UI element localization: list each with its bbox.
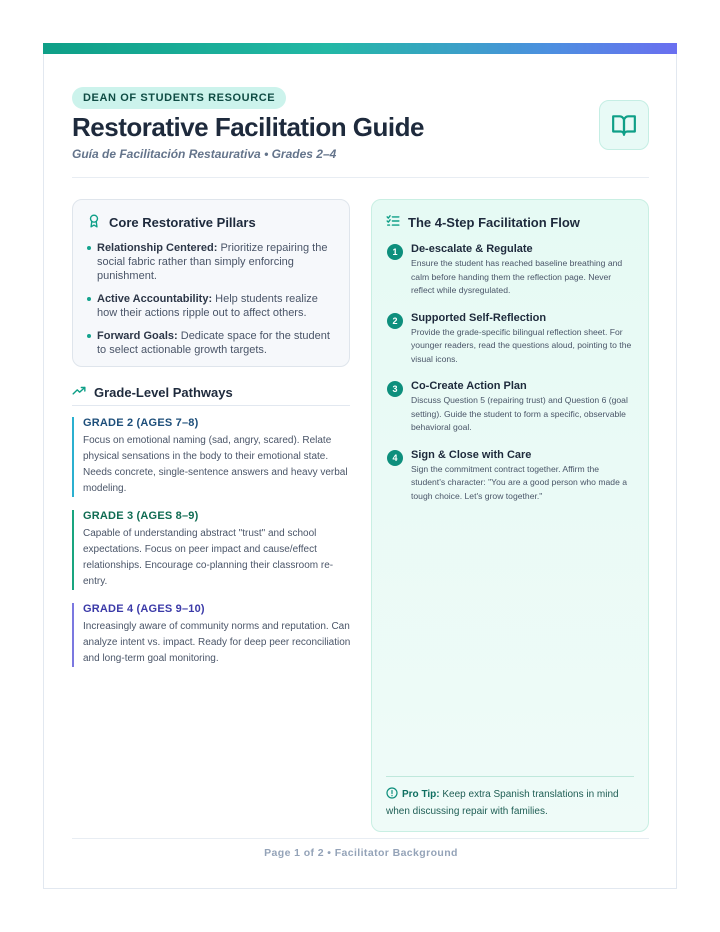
pillar-label: Forward Goals: — [97, 330, 178, 342]
grade-accent-bar — [72, 417, 74, 497]
pillar-text: Dedicate space for the student to select actionable growth targets. — [97, 330, 330, 356]
list-item — [87, 329, 335, 357]
step-title: Supported Self-Reflection — [411, 311, 547, 324]
step-title: Co-Create Action Plan — [411, 380, 527, 392]
list-item — [87, 241, 335, 283]
pathways-divider — [72, 405, 350, 406]
list-item — [87, 292, 335, 320]
pillars-list — [87, 241, 335, 357]
book-open-icon — [599, 100, 649, 150]
header-divider — [72, 177, 649, 178]
grade-text: Capable of understanding abstract "trust" and school expectations. Focus on peer impact and cause/effect relationships. Encourage co-planning their classroom re-entry. — [83, 528, 334, 587]
grade-title: GRADE 2 (AGES 7–8) — [83, 417, 199, 429]
pillar-text: Help students realize how their actions ripple out to affect others. — [97, 293, 318, 319]
step-title: Sign & Close with Care — [411, 448, 532, 461]
step-number: 3 — [387, 381, 403, 397]
step-text: Discuss Question 5 (repairing trust) and Question 6 (goal setting). Guide the student to form a specific, observable behavioral goal. — [411, 395, 628, 432]
pillars-heading — [87, 214, 335, 231]
page-subtitle: Guía de Facilitación Restaurativa • Grades 2–4 — [72, 147, 337, 161]
pillar-text: Prioritize repairing the social fabric rather than simply enforcing punishment. — [97, 242, 328, 282]
step-title: De-escalate & Regulate — [411, 243, 533, 255]
grade-title: GRADE 4 (AGES 9–10) — [83, 603, 205, 615]
pro-tip — [386, 787, 636, 819]
step-text: Sign the commitment contract together. Affirm the student's character: "You are a good person who made a tough choice. Let's grow together." — [411, 463, 628, 501]
pillars-title: Core Restorative Pillars — [109, 215, 256, 230]
grade-text: Increasingly aware of community norms and reputation. Can analyze intent vs. impact. Ready for deep peer reconciliation and long-term goal monitoring. — [83, 621, 351, 664]
flow-step — [386, 243, 634, 298]
step-number: 1 — [387, 244, 403, 260]
page-footer: Page 1 of 2 • Facilitator Background — [264, 847, 458, 859]
grade-text: Focus on emotional naming (sad, angry, scared). Relate physical sensations in the body to their emotional state. Needs concrete, single-sentence answers and heavy verbal modeling. — [83, 435, 348, 494]
flow-step — [386, 380, 634, 435]
step-number: 2 — [387, 313, 403, 329]
flow-step — [386, 312, 634, 367]
grade-3-block — [72, 510, 352, 590]
grade-accent-bar — [72, 603, 74, 667]
page-title: Restorative Facilitation Guide — [72, 112, 424, 142]
pillar-label: Relationship Centered: — [97, 242, 218, 254]
trending-up-icon — [72, 384, 86, 401]
tip-label: Pro Tip: — [402, 789, 440, 800]
step-text: Ensure the student has reached baseline breathing and calm before handing them the reflection page. Never reflect while dysregulated. — [411, 258, 623, 295]
grade-title: GRADE 3 (AGES 8–9) — [83, 510, 199, 522]
info-circle-icon — [386, 787, 398, 804]
grade-2-block — [72, 417, 352, 497]
pathways-title: Grade-Level Pathways — [94, 385, 233, 400]
pillar-label: Active Accountability: — [97, 293, 213, 305]
flow-heading — [386, 214, 634, 231]
flow-step — [386, 449, 634, 504]
award-ribbon-icon — [87, 214, 101, 231]
document-page — [43, 43, 677, 889]
grade-accent-bar — [72, 510, 74, 590]
flow-title: The 4-Step Facilitation Flow — [408, 215, 580, 230]
facilitation-flow-card — [371, 199, 649, 832]
tip-divider — [386, 776, 634, 777]
step-number: 4 — [387, 450, 403, 466]
pathways-heading — [72, 384, 233, 401]
accent-bar — [43, 43, 677, 54]
tip-text: Keep extra Spanish translations in mind when discussing repair with families. — [386, 789, 619, 817]
pillars-card — [72, 199, 350, 367]
checklist-icon — [386, 214, 400, 231]
resource-badge: DEAN OF STUDENTS RESOURCE — [72, 87, 286, 109]
grade-4-block — [72, 603, 352, 667]
step-text: Provide the grade-specific bilingual reflection sheet. For younger readers, read the questions aloud, pointing to the visual icons. — [411, 326, 632, 364]
footer-divider — [72, 838, 649, 839]
